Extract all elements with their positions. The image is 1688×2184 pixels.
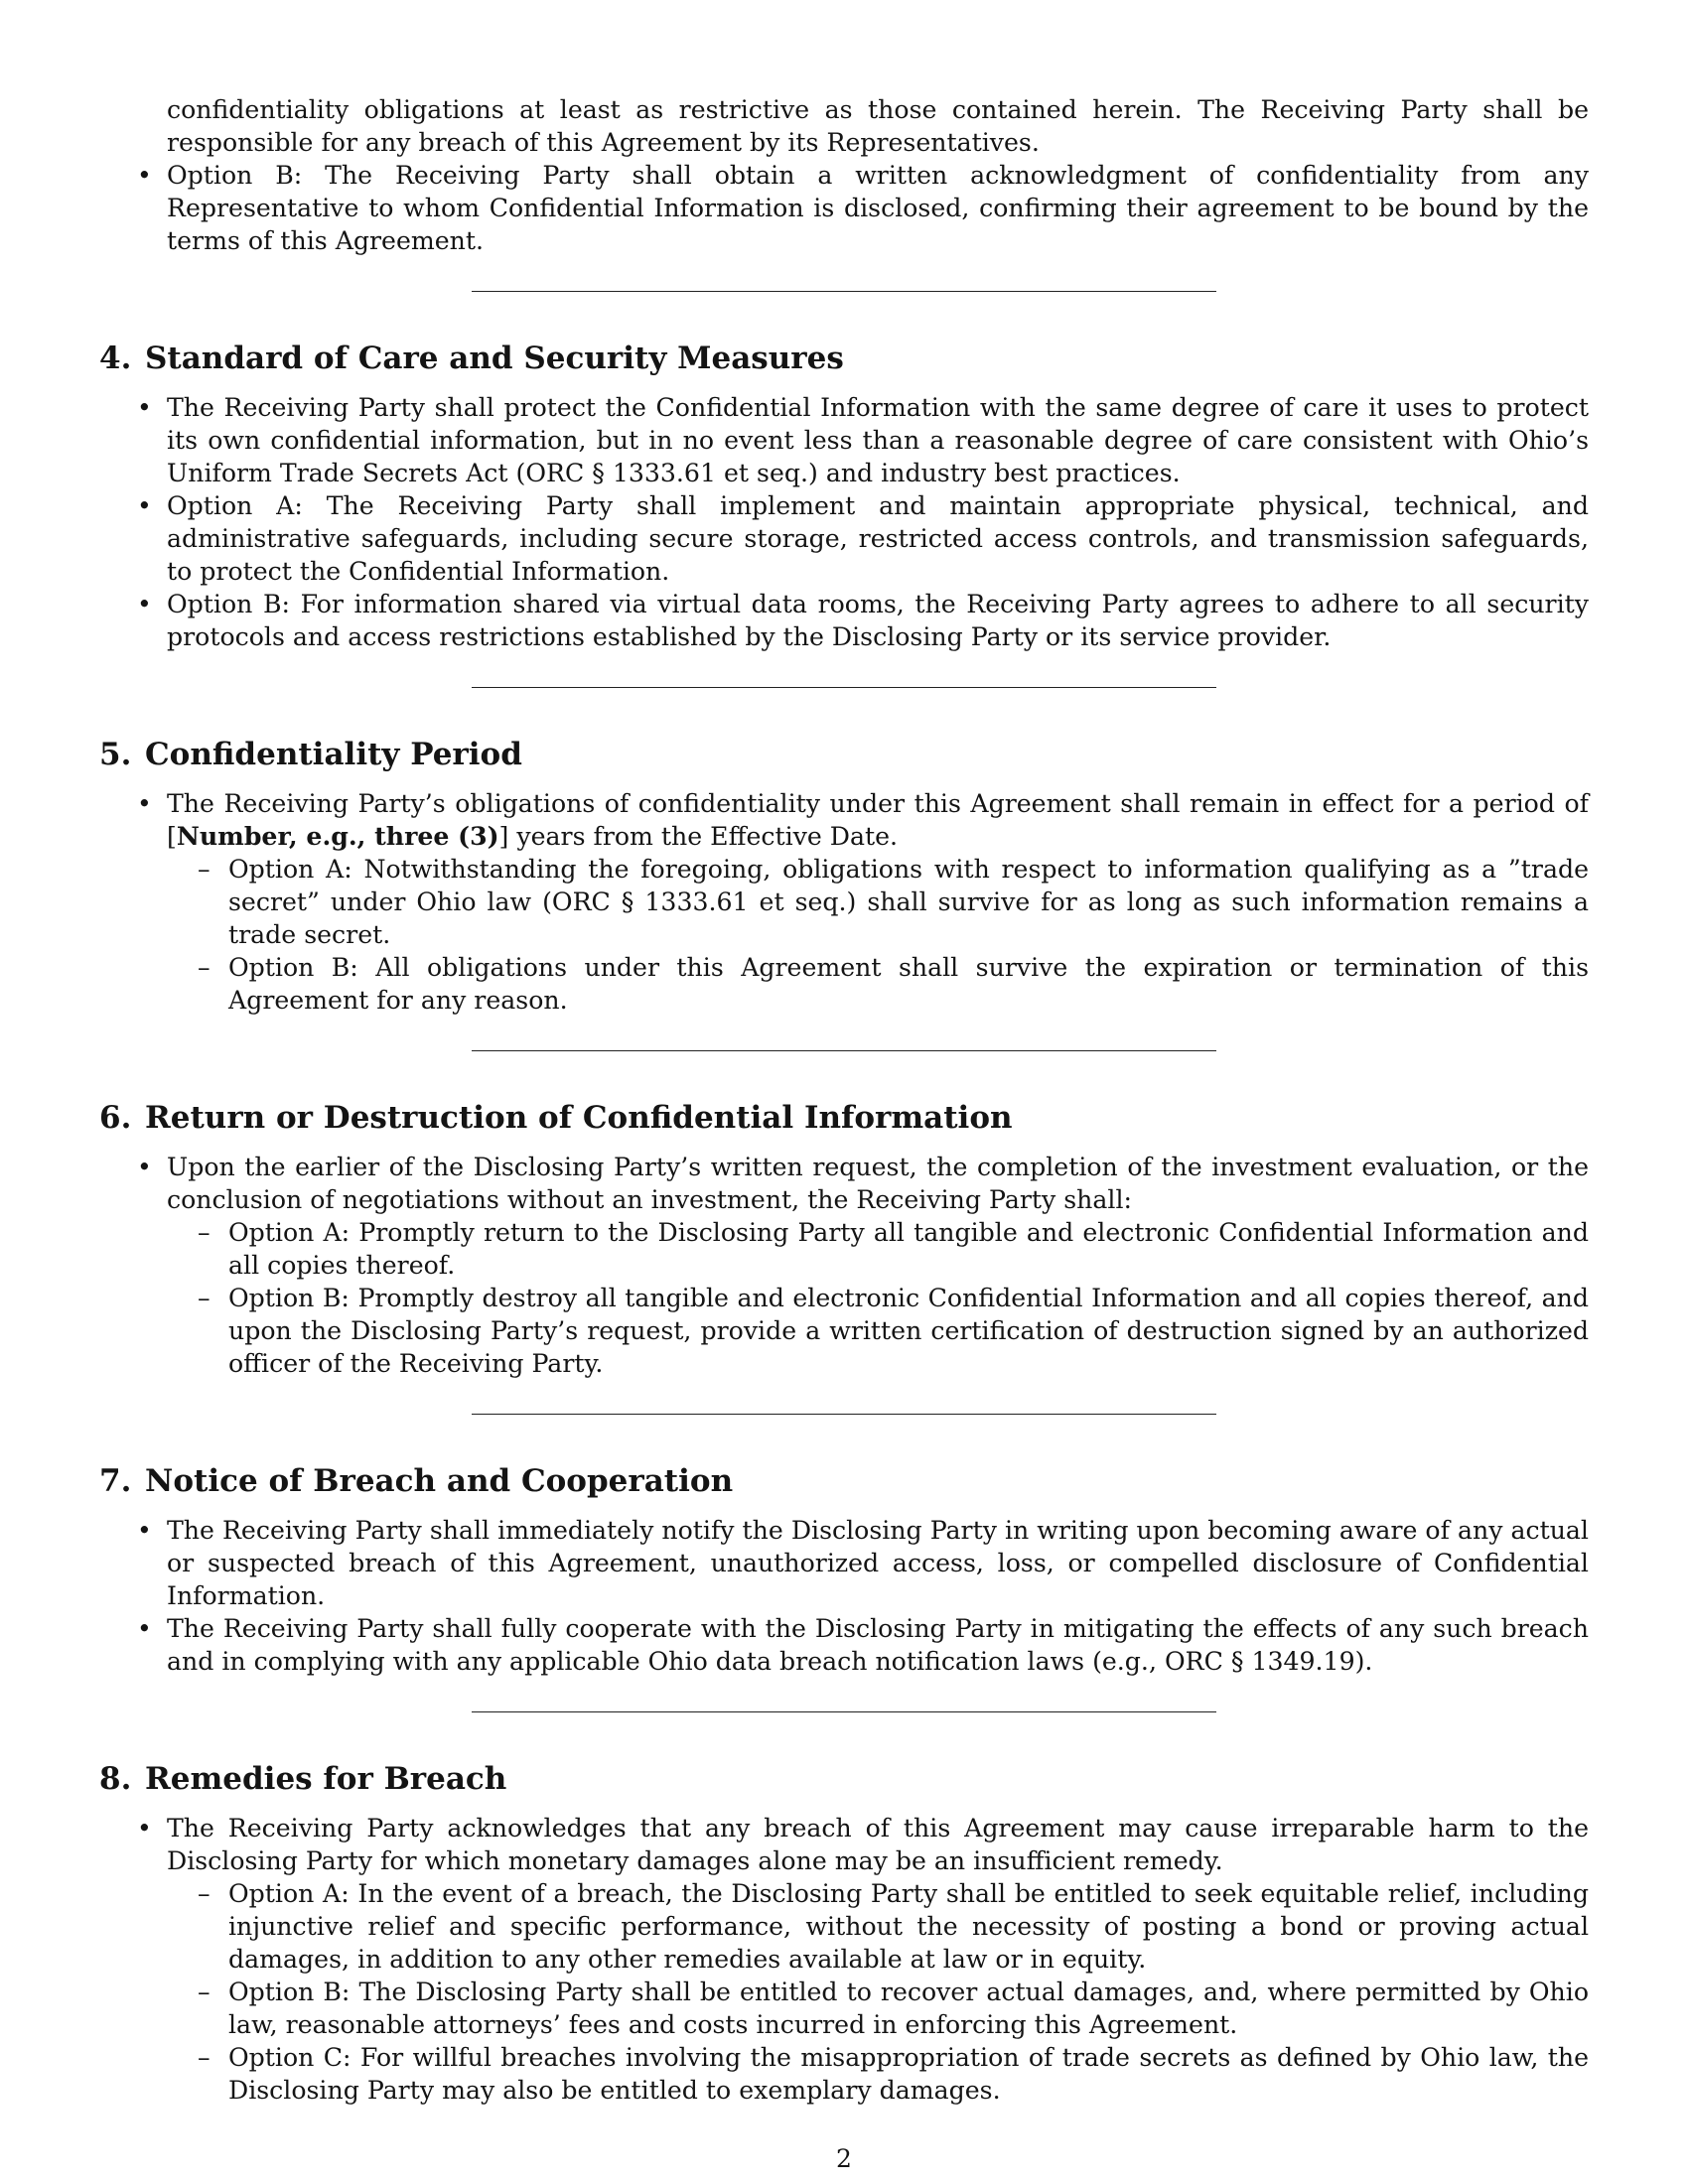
sub-list-item: – Option A: Promptly return to the Disclosing Party all tangible and electronic Confidential Information and all copies thereof. xyxy=(167,1216,1589,1282)
sub-list-item: – Option B: The Disclosing Party shall be entitled to recover actual damages, and, where permitted by Ohio law, reasonable attorneys’ fees and costs incurred in enforcing this Agreement. xyxy=(167,1976,1589,2041)
list-item: • Option B: For information shared via virtual data rooms, the Receiving Party agrees to adhere to all security protocols and access restrictions established by the Disclosing Party or its service provider. xyxy=(99,588,1589,653)
list-item-text: The Receiving Party acknowledges that any breach of this Agreement may cause irreparable harm to the Disclosing Party for which monetary damages alone may be an insufficient remedy. xyxy=(167,1814,1589,1875)
sub-bullet-list xyxy=(167,1877,1589,2107)
section-5 xyxy=(99,736,1589,1017)
section-8 xyxy=(99,1760,1589,2107)
list-item xyxy=(99,1812,1589,2107)
section-divider xyxy=(472,291,1216,292)
list-item-text: The Receiving Party’s obligations of confidentiality under this Agreement shall remain in effect for a period of [ xyxy=(167,789,1589,851)
list-item: • The Receiving Party shall protect the Confidential Information with the same degree of care it uses to protect its own confidential information, but in no event less than a reasonable degree of care consistent with Ohio’s Uniform Trade Secrets Act (ORC § 1333.61 et seq.) and industry best practices. xyxy=(99,391,1589,489)
section-title: Standard of Care and Security Measures xyxy=(145,341,844,376)
section-title: Remedies for Breach xyxy=(145,1761,507,1797)
sub-list-item: – Option B: Promptly destroy all tangible and electronic Confidential Information and all copies thereof, and upon the Disclosing Party’s request, provide a written certification of destruction signed by an authorized officer of the Receiving Party. xyxy=(167,1282,1589,1380)
section-title: Confidentiality Period xyxy=(145,737,522,772)
bullet-list xyxy=(99,1812,1589,2107)
section-number: 5. xyxy=(99,737,132,772)
section-number: 8. xyxy=(99,1761,132,1797)
section-4 xyxy=(99,340,1589,653)
section-number: 4. xyxy=(99,341,132,376)
section-divider xyxy=(472,1711,1216,1712)
section-6 xyxy=(99,1099,1589,1380)
list-item: • Option A: The Receiving Party shall implement and maintain appropriate physical, technical, and administrative safeguards, including secure storage, restricted access controls, and transmission safeguards, to protect the Confidential Information. xyxy=(99,489,1589,588)
bullet-list xyxy=(99,1514,1589,1678)
sub-list-item: – Option B: All obligations under this Agreement shall survive the expiration or termination of this Agreement for any reason. xyxy=(167,951,1589,1017)
intro-bullet-list xyxy=(99,159,1589,257)
sub-bullet-list xyxy=(167,1216,1589,1380)
bullet-list xyxy=(99,1151,1589,1380)
section-heading xyxy=(99,340,1589,377)
section-divider xyxy=(472,687,1216,688)
section-title: Return or Destruction of Confidential Information xyxy=(145,1100,1013,1136)
section-divider xyxy=(472,1414,1216,1415)
list-item-text: Upon the earlier of the Disclosing Party’s written request, the completion of the investment evaluation, or the conclusion of negotiations without an investment, the Receiving Party shall: xyxy=(167,1153,1589,1214)
sub-list-item: – Option A: Notwithstanding the foregoing, obligations with respect to information qualifying as a ”trade secret” under Ohio law (ORC § 1333.61 et seq.) shall survive for as long as such information remains a trade secret. xyxy=(167,853,1589,951)
list-item xyxy=(99,787,1589,1017)
section-title: Notice of Breach and Cooperation xyxy=(145,1463,734,1499)
list-item xyxy=(99,1151,1589,1380)
section-heading xyxy=(99,1760,1589,1798)
list-item-text: ] years from the Effective Date. xyxy=(498,822,899,851)
page-content xyxy=(99,93,1589,2107)
sub-list-item: – Option C: For willful breaches involving the misappropriation of trade secrets as defined by Ohio law, the Disclosing Party may also be entitled to exemplary damages. xyxy=(167,2041,1589,2107)
list-item: • The Receiving Party shall fully cooperate with the Disclosing Party in mitigating the effects of any such breach and in complying with any applicable Ohio data breach notification laws (e.g., ORC § 1349.19). xyxy=(99,1612,1589,1678)
page-number: 2 xyxy=(836,2144,852,2173)
continued-paragraph: confidentiality obligations at least as restrictive as those contained herein. The Receiving Party shall be responsible for any breach of this Agreement by its Representatives. xyxy=(167,95,1589,157)
section-7 xyxy=(99,1462,1589,1678)
sub-list-item: – Option A: In the event of a breach, the Disclosing Party shall be entitled to seek equitable relief, including injunctive relief and specific performance, without the necessity of posting a bond or proving actual damages, in addition to any other remedies available at law or in equity. xyxy=(167,1877,1589,1976)
placeholder-term: Number, e.g., three (3) xyxy=(176,821,499,851)
section-number: 7. xyxy=(99,1463,132,1499)
bullet-list xyxy=(99,391,1589,653)
section-number: 6. xyxy=(99,1100,132,1136)
section-heading xyxy=(99,1462,1589,1500)
sub-bullet-list xyxy=(167,853,1589,1017)
list-item: • The Receiving Party shall immediately notify the Disclosing Party in writing upon becoming aware of any actual or suspected breach of this Agreement, unauthorized access, loss, or compelled disclosure of Confidential Information. xyxy=(99,1514,1589,1612)
bullet-list xyxy=(99,787,1589,1017)
section-heading xyxy=(99,736,1589,773)
section-divider xyxy=(472,1050,1216,1051)
section-heading xyxy=(99,1099,1589,1137)
list-item: • Option B: The Receiving Party shall obtain a written acknowledgment of confidentiality from any Representative to whom Confidential Information is disclosed, confirming their agreement to be bound by the terms of this Agreement. xyxy=(99,159,1589,257)
